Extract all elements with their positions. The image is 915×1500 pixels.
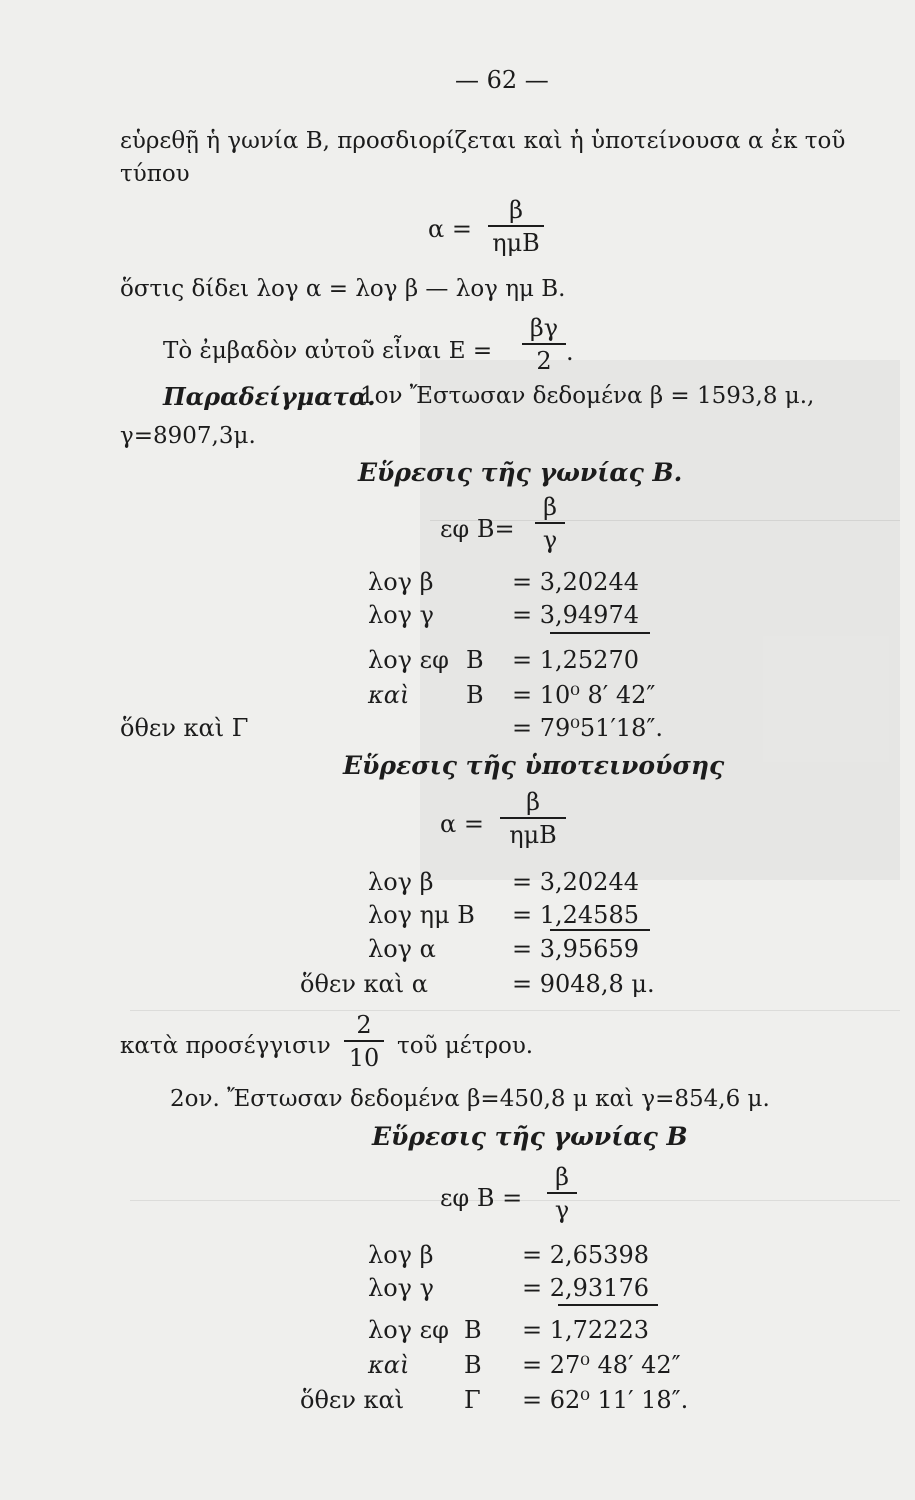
fraction-numerator: β <box>526 788 540 816</box>
sum-rule <box>558 1304 658 1306</box>
log-value: = 3,94974 <box>512 601 639 629</box>
fraction-denominator: 2 <box>536 347 552 375</box>
result-value: = 62⁰ 11′ 18″. <box>522 1386 689 1414</box>
log-label: ὅθεν καὶ α <box>300 970 429 998</box>
fraction <box>535 495 565 552</box>
period: . <box>566 338 574 366</box>
formula-lhs: εφ Β= <box>440 515 515 543</box>
fraction-bar <box>344 1040 384 1042</box>
log-value: = 27⁰ 48′ 42″ <box>522 1351 681 1379</box>
example-line: 2ον. Ἔστωσαν δεδομένα β=450,8 μ καὶ γ=854,6 μ. <box>170 1086 770 1112</box>
sum-rule <box>550 632 650 634</box>
fraction-bar <box>547 1192 577 1194</box>
log-value: = 3,20244 <box>512 868 639 896</box>
log-value: = 1,72223 <box>522 1316 649 1344</box>
fraction-numerator: β <box>509 196 523 224</box>
log-label: καὶ <box>368 1351 410 1379</box>
section-title: Εὕρεσις τῆς γωνίας Β <box>372 1122 688 1151</box>
log-label: λογ β <box>368 1241 434 1269</box>
fraction-denominator: γ <box>554 1196 570 1224</box>
examples-heading: Παραδείγματα. <box>163 382 376 411</box>
log-label: λογ β <box>368 568 434 596</box>
angle-symbol: Γ <box>464 1386 481 1414</box>
page-number: — 62 — <box>455 66 549 94</box>
log-value: = 9048,8 μ. <box>512 970 655 998</box>
paragraph-line: ὅστις δίδει λογ α = λογ β — λογ ημ Β. <box>120 276 566 302</box>
fraction-numerator: β <box>543 493 557 521</box>
sum-rule <box>550 929 650 931</box>
log-value: = 10⁰ 8′ 42″ <box>512 681 656 709</box>
log-value: = 1,24585 <box>512 901 639 929</box>
fraction-bar <box>535 522 565 524</box>
fraction-numerator: 2 <box>356 1011 372 1039</box>
fraction <box>500 790 566 847</box>
result-label: ὅθεν καὶ Γ <box>120 714 249 742</box>
angle-symbol: Β <box>466 681 484 709</box>
section-title: Εὕρεσις τῆς ὑποτεινούσης <box>343 751 725 780</box>
log-label: λογ ημ Β <box>368 901 475 929</box>
angle-symbol: Β <box>464 1351 482 1379</box>
fraction-denominator: 10 <box>348 1044 380 1072</box>
log-label: καὶ <box>368 681 410 709</box>
example-line: γ=8907,3μ. <box>120 423 256 449</box>
fraction <box>547 1165 577 1222</box>
log-label: λογ εφ <box>368 646 449 674</box>
log-value: = 2,93176 <box>522 1274 649 1302</box>
formula-lhs: α = <box>428 215 472 243</box>
log-label: λογ γ <box>368 601 434 629</box>
angle-symbol: Β <box>464 1316 482 1344</box>
fraction-denominator: ημΒ <box>509 821 557 849</box>
log-label: λογ εφ <box>368 1316 449 1344</box>
fraction-numerator: β <box>555 1163 569 1191</box>
log-label: λογ γ <box>368 1274 434 1302</box>
example-line: 1ον Ἔστωσαν δεδομένα β = 1593,8 μ., <box>360 383 815 409</box>
bleed-through-line <box>130 1010 900 1011</box>
log-label: λογ β <box>368 868 434 896</box>
section-title: Εὕρεσις τῆς γωνίας Β. <box>358 458 683 487</box>
log-value: = 3,20244 <box>512 568 639 596</box>
paragraph-line: Τὸ ἐμβαδὸν αὐτοῦ εἶναι Ε = <box>163 338 493 364</box>
log-label: λογ α <box>368 935 436 963</box>
fraction <box>522 316 566 373</box>
result-value: = 79⁰51′18″. <box>512 714 664 742</box>
angle-symbol: Β <box>466 646 484 674</box>
fraction-bar <box>500 817 566 819</box>
result-label: ὅθεν καὶ <box>300 1386 405 1414</box>
paragraph-line: τύπου <box>120 161 190 187</box>
formula-lhs: α = <box>440 810 484 838</box>
approx-text: κατὰ προσέγγισιν <box>120 1033 331 1059</box>
bleed-through-area <box>420 360 900 880</box>
paragraph-line: εὑρεθῇ ἡ γωνία Β, προσδιορίζεται καὶ ἡ ὑποτείνουσα α ἐκ τοῦ <box>120 128 846 154</box>
fraction-denominator: γ <box>542 526 558 554</box>
fraction <box>488 198 544 255</box>
fraction-numerator: βγ <box>529 314 559 342</box>
fraction <box>344 1013 384 1070</box>
formula-lhs: εφ Β = <box>440 1184 523 1212</box>
log-value: = 1,25270 <box>512 646 639 674</box>
fraction-denominator: ημΒ <box>492 229 540 257</box>
log-value: = 3,95659 <box>512 935 639 963</box>
fraction-bar <box>488 225 544 227</box>
log-value: = 2,65398 <box>522 1241 649 1269</box>
fraction-bar <box>522 343 566 345</box>
approx-text: τοῦ μέτρου. <box>397 1033 534 1059</box>
